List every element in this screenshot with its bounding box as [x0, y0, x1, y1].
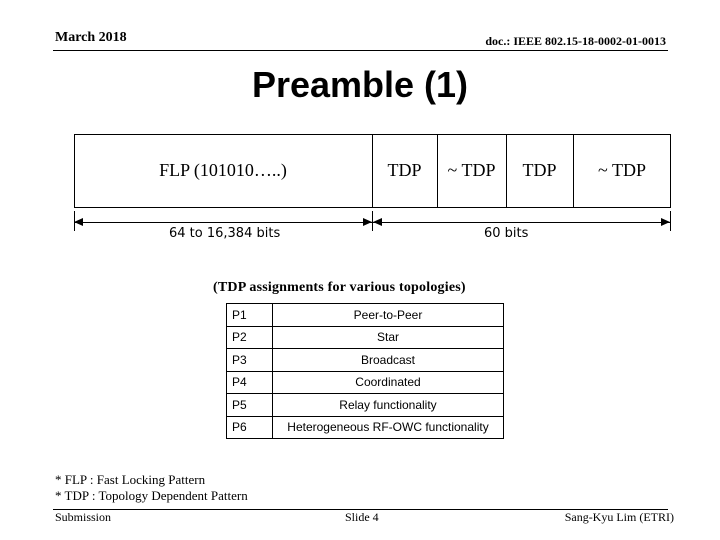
- assignment-table: [226, 303, 504, 439]
- dimension-line-flp: [74, 222, 372, 223]
- footer-submission: Submission: [55, 510, 112, 524]
- table-row: [227, 349, 504, 372]
- table-cell-description: Peer-to-Peer: [273, 304, 504, 327]
- table-row: [227, 394, 504, 417]
- table-row: [227, 371, 504, 394]
- arrowhead-icon: [74, 217, 83, 227]
- table-cell-description: Broadcast: [273, 349, 504, 372]
- table-row: [227, 304, 504, 327]
- dimension-label-flp: 64 to 16,384 bits: [169, 226, 281, 241]
- table-cell-code: P4: [227, 371, 273, 394]
- header-doc-id: doc.: IEEE 802.15-18-0002-01-0013: [485, 34, 666, 48]
- footnote-flp: * FLP : Fast Locking Pattern: [55, 472, 206, 487]
- table-cell-code: P6: [227, 416, 273, 439]
- frame-field-tdp: TDP: [387, 160, 422, 180]
- arrowhead-icon: [661, 217, 670, 227]
- frame-field-tdp-inverted: ~ TDP: [598, 160, 646, 180]
- dimension-label-tdp: 60 bits: [484, 226, 529, 241]
- table-cell-code: P3: [227, 349, 273, 372]
- table-cell-code: P2: [227, 326, 273, 349]
- arrowhead-icon: [363, 217, 372, 227]
- table-cell-description: Relay functionality: [273, 394, 504, 417]
- table-cell-description: Heterogeneous RF-OWC functionality: [273, 416, 504, 439]
- header-divider: [53, 50, 668, 51]
- table-row: [227, 326, 504, 349]
- table-cell-code: P5: [227, 394, 273, 417]
- table-row: [227, 416, 504, 439]
- footnote-tdp: * TDP : Topology Dependent Pattern: [55, 488, 248, 503]
- frame-field-tdp: TDP: [522, 160, 557, 180]
- table-cell-code: P1: [227, 304, 273, 327]
- header-date: March 2018: [55, 30, 127, 45]
- dimension-line-tdp: [372, 222, 671, 223]
- frame-field-tdp-inverted: ~ TDP: [447, 160, 496, 180]
- table-cell-description: Star: [273, 326, 504, 349]
- footer-author: Sang-Kyu Lim (ETRI): [564, 510, 674, 524]
- dimension-tick: [670, 211, 671, 231]
- table-cell-description: Coordinated: [273, 371, 504, 394]
- slide-title: Preamble (1): [251, 64, 469, 105]
- frame-field-flp: FLP (101010…..): [159, 160, 287, 180]
- footer-slide-number: Slide 4: [345, 510, 379, 524]
- arrowhead-icon: [373, 217, 382, 227]
- assignment-caption: (TDP assignments for various topologies): [213, 280, 466, 295]
- footnotes: [55, 472, 248, 504]
